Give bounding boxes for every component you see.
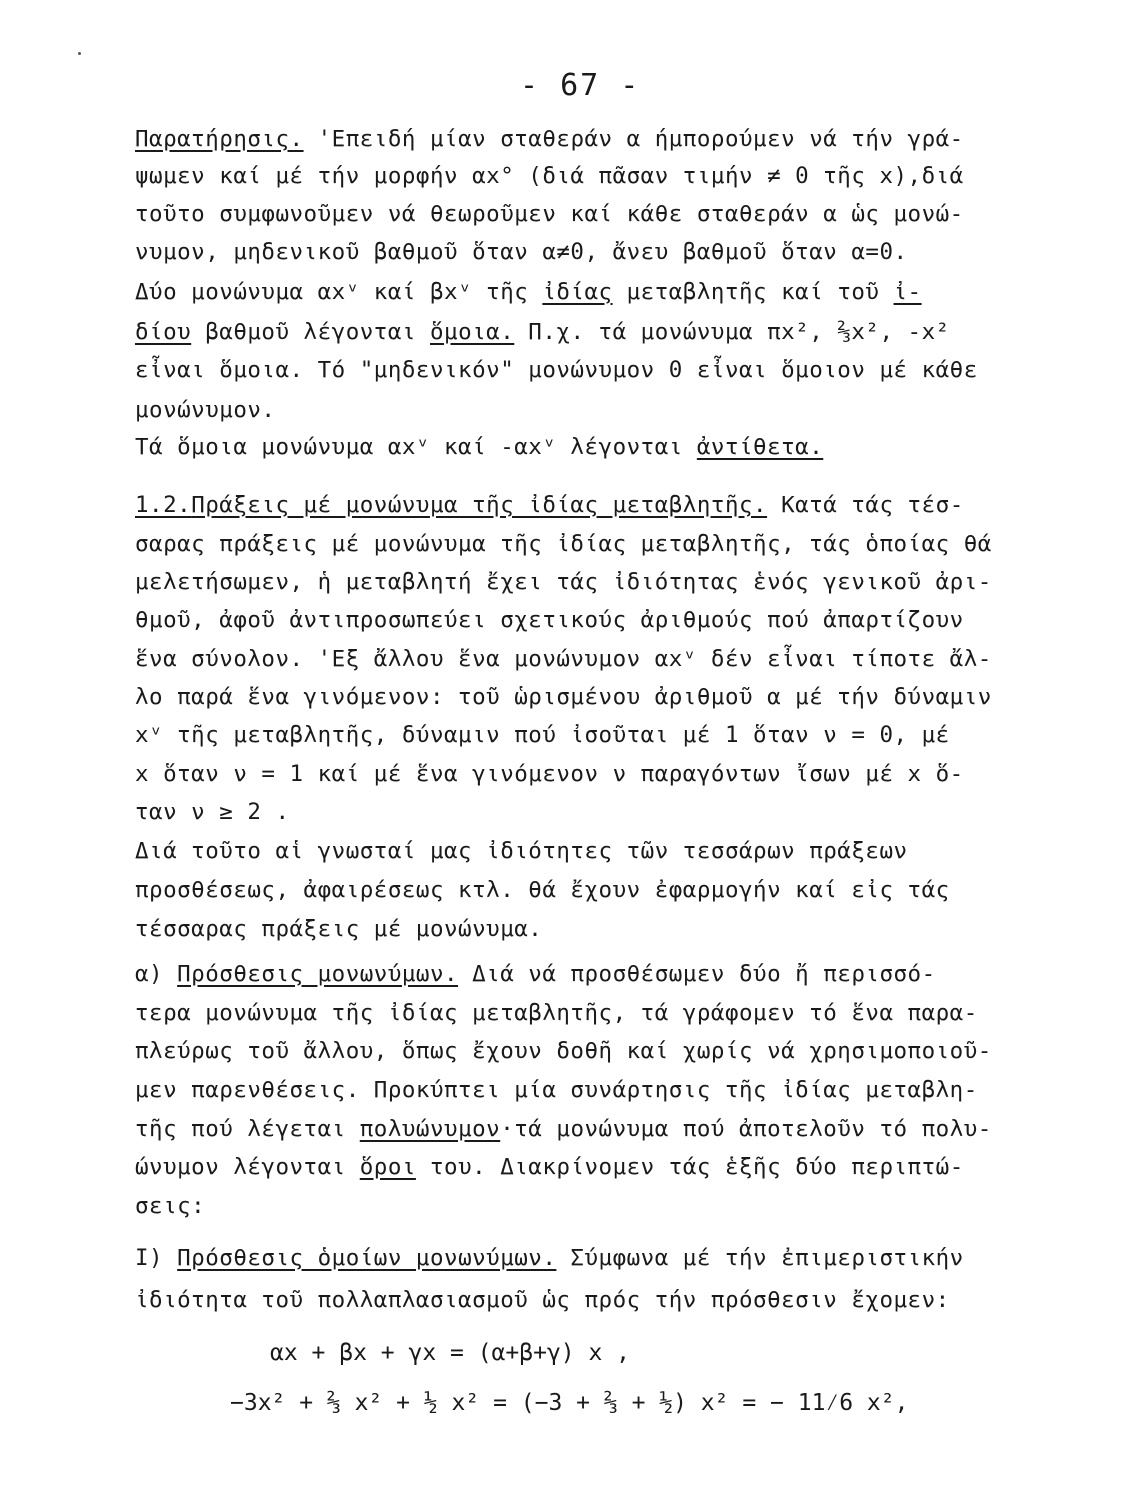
text-line: Διά τοῦτο αἱ γνωσταί μας ἰδιότητες τῶν τεσσάρων πράξεων <box>135 838 908 864</box>
text-line: μεν παρενθέσεις. Προκύπτει μία συνάρτησις τῆς ἰδίας μεταβλη- <box>135 1077 978 1103</box>
text-line: σεις: <box>135 1193 206 1219</box>
text-line: ἰδιότητα τοῦ πολλαπλασιασμοῦ ὡς πρός τήν πρόσθεσιν ἔχομεν: <box>135 1287 950 1313</box>
text-line: μονώνυμον. <box>135 397 276 423</box>
text-line: τέσσαρας πράξεις μέ μονώνυμα. <box>135 916 543 942</box>
text-line: πλεύρως τοῦ ἄλλου, ὅπως ἔχουν δοθῆ καί χωρίς νά χρησιμοποιοῦ- <box>135 1038 992 1064</box>
note-heading: Παρατήρησις. <box>135 126 304 152</box>
page-number: - 67 - <box>520 68 641 103</box>
text-line: τερα μονώνυμα τῆς ἰδίας μεταβλητῆς, τά γράφομεν τό ἕνα παρα- <box>135 1000 978 1026</box>
text-line: τῆς πού λέγεται πολυώνυμον·τά μονώνυμα πού ἀποτελοῦν τό πολυ- <box>135 1116 992 1142</box>
text-line: Δύο μονώνυμα αxᵛ καί βxᵛ τῆς ἰδίας μεταβλητῆς καί τοῦ ἰ- <box>135 279 922 305</box>
text-line: Παρατήρησις. 'Επειδή μίαν σταθεράν α ήμπορούμεν νά τήν γρά- <box>135 126 964 152</box>
text-line: τοῦτο συμφωνοῦμεν νά θεωροῦμεν καί κάθε σταθεράν α ὡς μονώ- <box>135 201 964 227</box>
text-line: xᵛ τῆς μεταβλητῆς, δύναμιν πού ἰσοῦται μέ 1 ὅταν ν = 0, μέ <box>135 722 950 748</box>
text-line: προσθέσεως, ἀφαιρέσεως κτλ. θά ἔχουν ἐφαρμογήν καί εἰς τάς <box>135 877 950 903</box>
text-line: δίου βαθμοῦ λέγονται ὅμοια. Π.χ. τά μονώνυμα πx², ⅔x², -x² <box>135 319 950 345</box>
text-line: λο παρά ἕνα γινόμενον: τοῦ ὡρισμένου ἀριθμοῦ α μέ τήν δύναμιν <box>135 684 992 710</box>
equation-2: −3x² + ⅔ x² + ½ x² = (−3 + ⅔ + ½) x² = − 11⁄6 x², <box>230 1390 909 1416</box>
text-line: Τά ὅμοια μονώνυμα αxᵛ καί -αxᵛ λέγονται ἀντίθετα. <box>135 434 824 460</box>
text-line: μελετήσωμεν, ἡ μεταβλητή ἔχει τάς ἰδιότητας ἑνός γενικοῦ ἀρι- <box>135 569 992 595</box>
section-heading: 1.2.Πράξεις μέ μονώνυμα τῆς ἰδίας μεταβλητῆς. Κατά τάς τέσ- <box>135 492 964 518</box>
speck <box>78 52 81 55</box>
text-line: θμοῦ, ἀφοῦ ἀντιπροσωπεύει σχετικούς ἀριθμούς πού ἀπαρτίζουν <box>135 607 964 633</box>
text-line: ώνυμον λέγονται ὅροι του. Διακρίνομεν τάς ἑξῆς δύο περιπτώ- <box>135 1154 964 1180</box>
text-line: ἕνα σύνολον. 'Εξ ἄλλου ἕνα μονώνυμον αxᵛ δέν εἶναι τίποτε ἄλ- <box>135 646 992 672</box>
text-line: εἶναι ὅμοια. Τό "μηδενικόν" μονώνυμον 0 εἶναι ὅμοιον μέ κάθε <box>135 357 978 383</box>
text-line: ψωμεν καί μέ τήν μορφήν αx° (διά πᾶσαν τιμήν ≠ 0 τῆς x),διά <box>135 163 964 189</box>
text-line: I) Πρόσθεσις ὁμοίων μονωνύμων. Σύμφωνα μέ τήν ἐπιμεριστικήν <box>135 1245 964 1271</box>
equation-1: αx + βx + γx = (α+β+γ) x , <box>270 1340 631 1366</box>
text-line: α) Πρόσθεσις μονωνύμων. Διά νά προσθέσωμεν δύο ἤ περισσό- <box>135 961 936 987</box>
text-line: νυμον, μηδενικοῦ βαθμοῦ ὅταν α≠0, ἄνευ βαθμοῦ ὅταν α=0. <box>135 239 908 265</box>
text-line: ταν ν ≥ 2 . <box>135 799 290 825</box>
text-line: x ὅταν ν = 1 καί μέ ἕνα γινόμενον ν παραγόντων ἴσων μέ x ὅ- <box>135 761 964 787</box>
text-line: σαρας πράξεις μέ μονώνυμα τῆς ἰδίας μεταβλητῆς, τάς ὁποίας θά <box>135 531 992 557</box>
